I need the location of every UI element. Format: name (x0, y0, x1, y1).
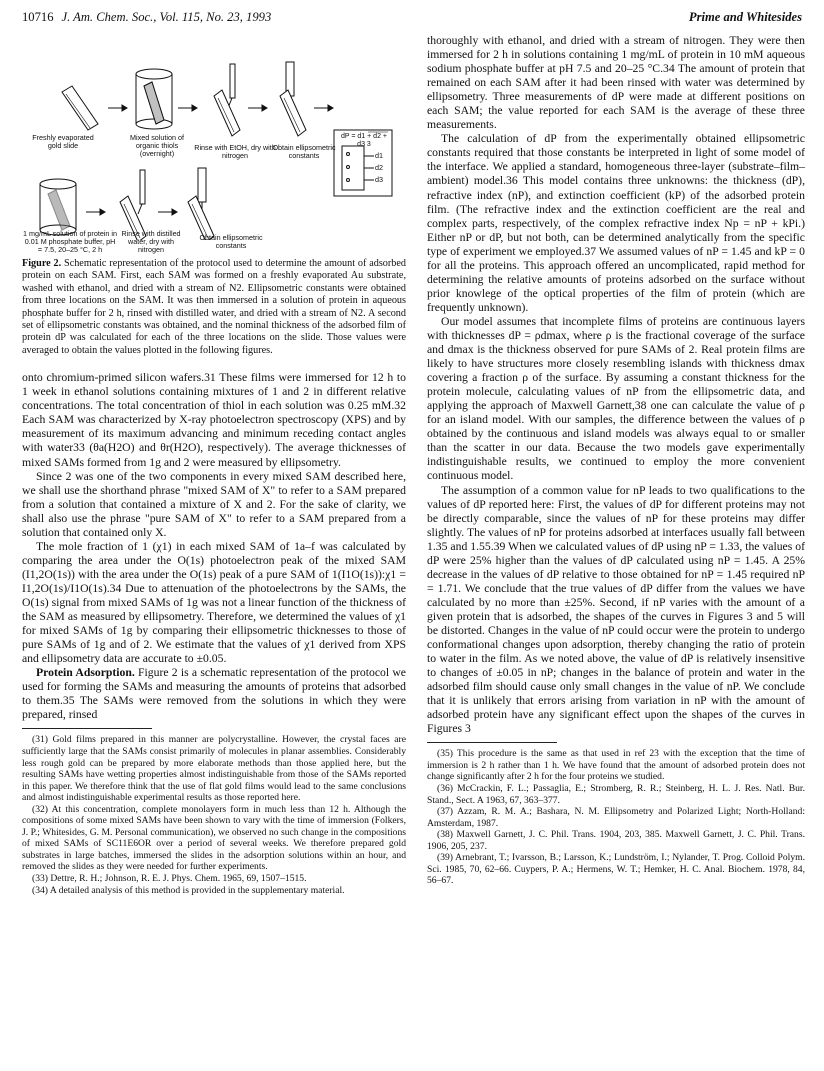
formula-numerator: d1 + d2 + d3 (357, 133, 387, 148)
right-paragraph-3: Our model assumes that incomplete films of proteins are continuous layers with thicknesses dP = ρdmax, where ρ is the fractional coverage of the surface and dmax is the thickness observed for pure SAMs of 2. Real protein films are likely to have structures more closely resembling islands with thickness dmax covering a fraction ρ of the surface. By assuming a constant thickness for the protein molecule, calculating values of nP from the ellipsometric data, and applying the approach of Maxwell Garnett,38 one can calculate the value of ρ for an island model. With our samples, the difference between the values of ρ obtained by the continuous and island models was always equal to or smaller than the scatter in our data. Because the two models gave experimentally indistinguishable results, we continued to employ the more convenient continuous model. (427, 314, 805, 483)
caption-text: Schematic representation of the protocol used to determine the amount of adsorbed protein on each SAM. First, each SAM was formed on a freshly evaporated Au substrate, washed with ethanol, and dried with a stream of N2. Ellipsometric constants were obtained from three locations on the SAM. It was then immersed in a solution of protein in aqueous phosphate buffer for 2 h, rinsed with distilled water, and dried with a stream of N2. A second set of ellipsometric constants was obtained, and the nominal thickness of the adsorbed film of protein dP was calculated for each of the three locations on the slide. Those values were averaged to obtain the values plotted in the following figures. (22, 258, 406, 356)
figure-caption (22, 258, 406, 357)
formula-lhs: dP = (340, 133, 356, 140)
wash-bottle-icon (214, 64, 240, 136)
header-left (22, 10, 271, 25)
footnote-rule (22, 728, 152, 729)
right-paragraph-1: thoroughly with ethanol, and dried with a stream of nitrogen. They were then immersed for 2 h in solutions containing 1 mg/mL of protein in 10 mM aqueous sodium phosphate buffer at pH 7.5 and 20–25 °C.34 The amount of protein that remained on each SAM after it had been rinsed with water was determined by ellipsometry. Three measurements of dP were made at different positions on each SAM; the value reported for each SAM is the average of these three measurements. (427, 34, 805, 132)
label-freshly-evaporated: Freshly evaporated gold slide (32, 133, 94, 150)
left-column (22, 34, 406, 896)
arrow-icon (108, 105, 127, 111)
footnote-34: (34) A detailed analysis of this method is provided in the supplementary material. (32, 884, 345, 896)
label-mixed-solution: Mixed solution of organic thiols (overnight) (130, 133, 184, 158)
footnote-32: (32) At this concentration, complete monolayers form in much less than 12 h. Although the compositions of some mixed SAMs have been shown to vary with the time of immersion (Folkers, J. P.; Whitesides, G. M. Personal communication), we observed no such change in the compositions of mixed SAMs of SC11E6OR over a period of several weeks. We therefore prepared gold substrates in large batches, immersed the slides in the adsorption solutions within an hour, and removed the slides as they were needed for further experiments. (22, 803, 406, 873)
arrow-icon (158, 209, 177, 215)
label-rinse-water: Rinse with distilled water, dry with nitrogen (121, 229, 181, 254)
footnote-rule (427, 742, 557, 743)
footnote-36: (36) McCrackin, F. L.; Passaglia, E.; Stromberg, R. R.; Steinberg, H. L. J. Res. Natl. Bur. Stand., Sect. A 1963, 67, 363–377. (427, 782, 805, 806)
left-paragraph-3: The mole fraction of 1 (χ1) in each mixed SAM of 1a–f was calculated by comparing the area under the O(1s) photoelectron peak of the mixed SAM (I1,2O(1s)) with the area under the O(1s) peak of a pure SAM of 1(I1O(1s)):χ1 = I1,2O(1s)/I1O(1s).34 Due to attenuation of the photoelectrons by the SAMs, the O(1s) signal from mixed SAMs of 1g was not a linear function of the thickness of the SAM as measured by ellipsometry. Therefore, we determined the values of χ1 for mixed SAMs of 1g by comparing their ellipsometric thicknesses to those of pure SAMs of 1g and of 2. We estimate that the values of χ1 derived from XPS and ellipsometry data are accurate to ±0.05. (22, 539, 406, 666)
left-paragraph-1: onto chromium-primed silicon wafers.31 These films were immersed for 12 h to 1 week in ethanol solutions containing mixtures of 1 and 2 in different relative concentrations. The total concentration of thiol in each solution was 0.25 mM.32 Each SAM was characterized by X-ray photoelectron spectroscopy (XPS) and by measurement of its maximum advancing and minimum receding contact angles with water33 (θa(H2O) and θr(H2O), respectively). The average thicknesses of mixed SAMs formed from 1g and 2 were measured by ellipsometry. (22, 371, 406, 469)
slide-measurement-icon (342, 146, 364, 190)
footnote-38: (38) Maxwell Garnett, J. C. Phil. Trans. 1904, 203, 385. Maxwell Garnett, J. C. Phil. Trans. 1906, 205, 237. (427, 829, 805, 852)
running-header (22, 10, 802, 28)
left-paragraph-4 (22, 666, 406, 722)
label-protein-solution: 1 mg/mL solution of protein in 0.01 M phosphate buffer, pH = 7.5, 20–25 °C, 2 h (22, 229, 118, 254)
formula-denominator: 3 (366, 141, 371, 148)
arrow-icon (178, 105, 197, 111)
page-number: 10716 (22, 10, 54, 24)
gold-slide-icon (62, 86, 98, 130)
left-paragraph-2: Since 2 was one of the two components in every mixed SAM described here, we shall use the shorthand phrase "mixed SAM of X" to refer to a SAM prepared from a solution that contained a mixture of X and 2. For the sake of clarity, we shall also use the phrase "pure SAM of X" to refer to a SAM prepared from a solution that contained only X. (22, 469, 406, 539)
label-d3: d3 (375, 175, 383, 184)
label-rinse-etoh: Rinse with EtOH, dry with nitrogen (194, 143, 276, 160)
label-d2: d2 (375, 163, 383, 172)
figure-row2-labels (22, 230, 406, 256)
arrow-icon (248, 105, 267, 111)
figure-2 (22, 34, 406, 240)
label-obtain-constants-2: Obtain ellipsometric constants (199, 233, 263, 250)
section-heading-protein-adsorption: Protein Adsorption. (36, 666, 135, 680)
footnote-39: (39) Arnebrant, T.; Ivarsson, B.; Larsson, K.; Lundström, I.; Nylander, T. Prog. Colloid Polym. Sci. 1985, 70, 62–66. Cuypers, P. A.; Hermens, W. T.; Hemker, H. C. Anal. Biochem. 1978, 84, 56–67. (427, 852, 805, 887)
beaker-icon (136, 69, 172, 129)
ellipsometer-probe-icon (280, 62, 306, 136)
right-column (427, 34, 805, 887)
header-authors: Prime and Whitesides (688, 10, 802, 24)
arrow-icon (86, 209, 105, 215)
arrow-icon (314, 105, 333, 111)
right-paragraph-4: The assumption of a common value for nP leads to two qualifications to the values of dP reported here: First, the values of dP for different proteins may not be directly comparable, since the values of nP for these proteins may differ slightly. The values of nP for proteins adsorbed at interfaces usually fall between 1.35 and 1.55.39 When we calculated values of dP using nP = 1.33, the values of dP were 25% higher than the values of dP calculated using nP = 1.45. A 25% decrease in the values of dP relative to those obtained for nP = 1.45 required nP = 1.71. We conclude that the true values of dP differ from the values we have calculated by no more than ±25%. Second, if nP varies with the amount of a given protein that is adsorbed, the shapes of the curves in Figures 3 and 5 will be distorted. Changes in the value of nP could occur were the protein to undergo conformational changes upon adsorption, thereby changing the ratio of protein to water in the film. As we noted above, the value of dP is relatively insensitive to changes of ±0.05 in nP; changes in the balance of protein and water in the adsorbed film should cause only small changes in the value of nP. We conclude that it is unlikely that errors arising from variation in nP with the amount of adsorbed protein have any significant effect upon the shapes of the curves in Figures 3 (427, 483, 805, 736)
label-d1: d1 (375, 151, 383, 160)
footnote-37: (37) Azzam, R. M. A.; Bashara, N. M. Ellipsometry and Polarized Light; North-Holland: Amsterdam, 1987. (427, 806, 805, 829)
footnote-35: (35) This procedure is the same as that used in ref 23 with the exception that the time of immersion is 2 h rather than 1 h. We have found that the amount of adsorbed protein does not change significantly after 2 h for the four proteins we studied. (427, 748, 805, 783)
formula-dp (338, 133, 390, 149)
protein-adsorption-text: Figure 2 is a schematic representation of the protocol we used for forming the SAMs and measuring the amounts of proteins that adsorbed to them.35 The SAMs were removed from the solutions in which they were prepared, rinsed (22, 666, 406, 722)
footnote-31: (31) Gold films prepared in this manner are polycrystalline. However, the crystal faces are sufficiently large that the SAMs consist primarily of molecules in planar assemblies. Considerably less rough gold can be prepared by more elaborate methods than those applied here, but the resulting SAMs have wetting properties almost indistinguishable from those of the SAMs reported in this paper. We therefore think that the use of flat gold films would lead to the same conclusions and almost indistinguishable experimental results as those reported here. (22, 734, 406, 804)
beaker-protein-icon (40, 179, 76, 235)
footnote-33: (33) Dettre, R. H.; Johnson, R. E. J. Phys. Chem. 1965, 69, 1507–1515. (32, 872, 307, 884)
label-obtain-constants-1: Obtain ellipsometric constants (272, 143, 336, 160)
caption-label: Figure 2. (22, 258, 62, 269)
right-paragraph-2: The calculation of dP from the experimentally obtained ellipsometric constants required that those constants be interpreted in light of some model of the interface. We applied a standard, homogeneous three-layer (substrate–film–ambient) model.36 This model contains three unknowns: the thickness (dP), refractive index (nP), and extinction coefficient (kP) of the adsorbed protein film. (The refractive index and the extinction coefficient are the real and complex parts, respectively, of the complex refractive index Np = nP + kPi.) Either nP or dP, but not both, can be determined analytically from the specific type of experiment we employed.37 We assumed values of nP = 1.45 and kP = 0 for all the proteins. This approach offered an uncomplicated, rapid method for determining the relative amounts of proteins adsorbed on the surface without prior knowlege of the optical properties of the film of protein (which are frequently unknown). (427, 132, 805, 314)
journal-citation: J. Am. Chem. Soc., Vol. 115, No. 23, 1993 (61, 10, 272, 24)
